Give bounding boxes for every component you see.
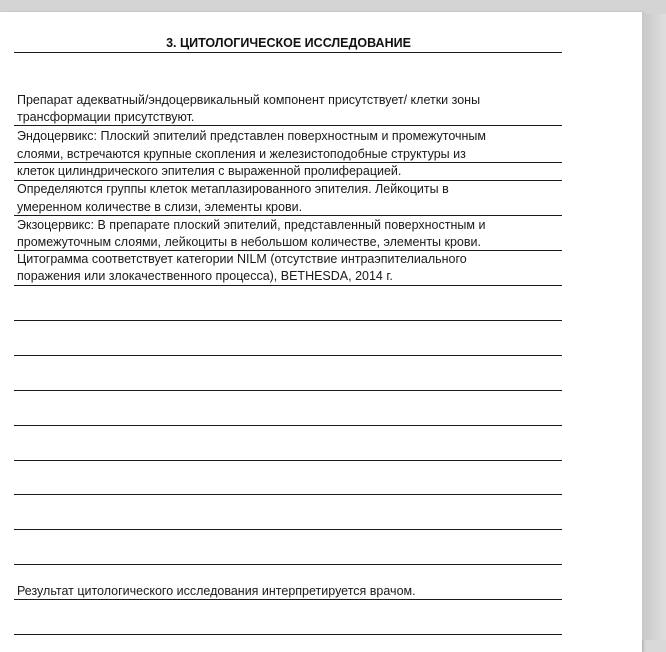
text-line-8: Экзоцервикс: В препарате плоский эпителий, представленный поверхностным и (17, 218, 486, 232)
form-rule (14, 285, 562, 286)
form-rule (14, 215, 562, 216)
text-line-7: умеренном количестве в слизи, элементы крови. (17, 200, 303, 214)
text-line-10: Цитограмма соответствует категории NILM (отсутствие интраэпителиального (17, 252, 467, 266)
footer-rule (14, 599, 562, 600)
document-page (0, 12, 642, 652)
text-line-3: Эндоцервикс: Плоский эпителий представлен поверхностным и промежуточным (17, 129, 487, 143)
title-underline (14, 52, 562, 53)
blank-rule (14, 564, 562, 565)
text-line-11: поражения или злокачественного процесса), BETHESDA, 2014 г. (17, 269, 393, 283)
blank-rule (14, 425, 562, 426)
blank-rule (14, 634, 562, 635)
section-title: 3. ЦИТОЛОГИЧЕСКОЕ ИССЛЕДОВАНИЕ (166, 36, 411, 50)
form-rule (14, 162, 562, 163)
text-line-9: промежуточным слоями, лейкоциты в небольшом количестве, элементы крови. (17, 235, 481, 249)
text-line-4: слоями, встречаются крупные скопления и железистоподобные структуры из (17, 147, 466, 161)
blank-rule (14, 390, 562, 391)
blank-rule (14, 494, 562, 495)
form-rule (14, 125, 562, 126)
footer-note: Результат цитологического исследования интерпретируется врачом. (17, 584, 416, 598)
form-rule (14, 180, 562, 181)
blank-rule (14, 320, 562, 321)
form-rule (14, 250, 562, 251)
blank-rule (14, 355, 562, 356)
blank-rule (14, 529, 562, 530)
text-line-1: Препарат адекватный/эндоцервикальный компонент присутствует/ клетки зоны (17, 93, 481, 107)
page-edge-shadow (642, 14, 666, 640)
text-line-5: клеток цилиндрического эпителия с выраженной пролиферацией. (17, 164, 402, 178)
text-line-2: трансформации присутствуют. (17, 110, 195, 124)
text-line-6: Определяются группы клеток метаплазированного эпителия. Лейкоциты в (17, 182, 449, 196)
blank-rule (14, 460, 562, 461)
